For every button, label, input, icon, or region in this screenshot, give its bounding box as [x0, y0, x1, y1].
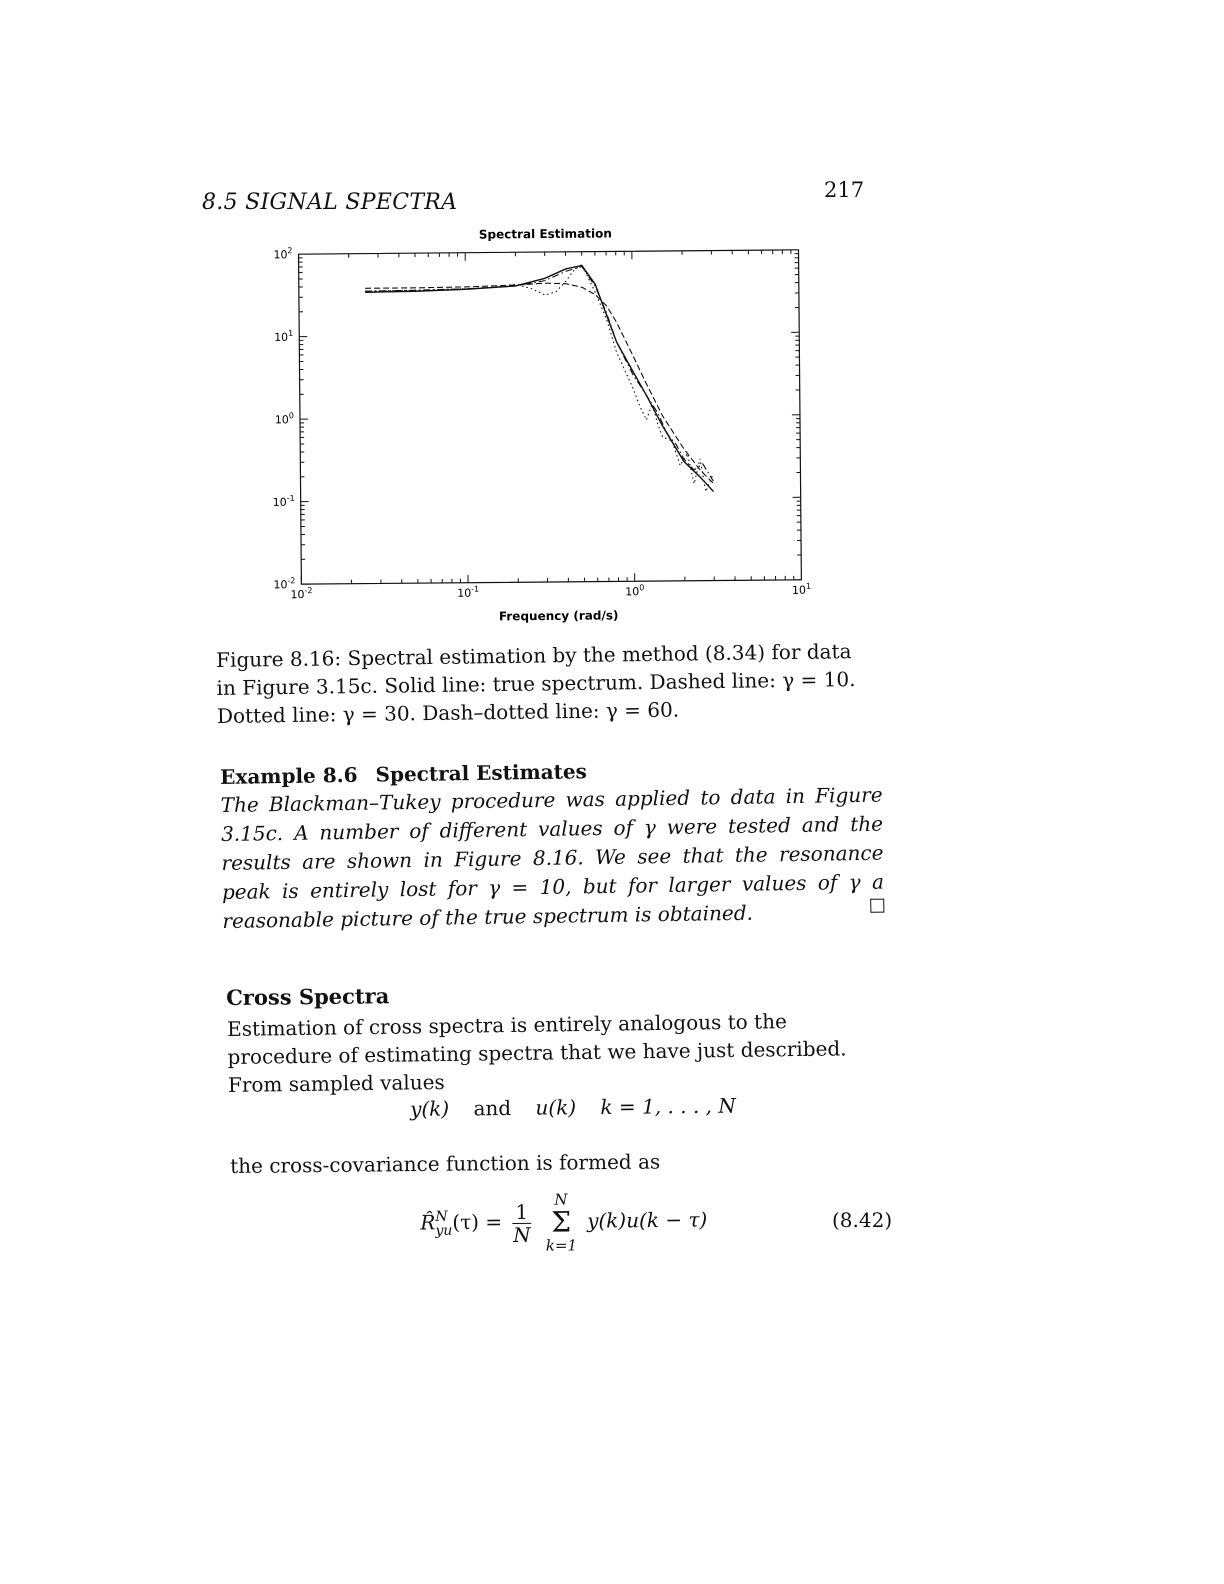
eq-sum: [545, 1190, 577, 1254]
section-heading: Cross Spectra: [226, 983, 390, 1010]
series-dotted-line: [365, 263, 714, 494]
y-tick-label: $10^1$: [274, 328, 294, 344]
x-tick-label: $10^{-1}$: [457, 584, 480, 600]
eq-and: and: [473, 1095, 512, 1121]
eq-frac-num: 1: [512, 1200, 531, 1223]
eq-summand: y(k)u(k − τ): [586, 1207, 708, 1233]
y-tick-label: $10^0$: [274, 411, 294, 427]
cross-spectra-paragraph: Estimation of cross spectra is entirely analogous to the procedure of estimating spectra that we have just described. From sampled values: [227, 1009, 847, 1097]
series-dashed-line: [365, 282, 713, 487]
eq-u: u(k): [535, 1095, 577, 1120]
example-text: [220, 781, 884, 936]
eq-frac-den: N: [513, 1222, 531, 1247]
qed-box-icon: [870, 899, 884, 913]
y-tick-label: $10^{-2}$: [273, 576, 296, 592]
example-body: The Blackman–Tukey procedure was applied to data in Figure 3.15c. A number of different values of γ were tested and the results are shown in Figure 8.16. We see that the resonance peak is entirely lost for γ = 10, but for larger values of γ a reasonable picture of the true spectrum is obtained.: [220, 782, 885, 933]
x-axis-label: Frequency (rad/s): [498, 608, 619, 624]
example-block: [220, 755, 885, 936]
x-tick-label: $10^{-2}$: [290, 586, 313, 602]
series-layer: [365, 263, 714, 494]
axis-ticks: [299, 250, 802, 584]
eq-lhs-sup: N: [435, 1208, 448, 1225]
y-tick-label: $10^{-1}$: [272, 493, 295, 509]
series-dash-dotted-line: [365, 265, 713, 484]
caption-text: Spectral estimation by the method (8.34) for data in Figure 3.15c. Solid line: true spectrum. Dashed line: γ = 10. Dotted line: γ = 30. Dash–dotted line: γ = 60.: [216, 639, 856, 728]
eq-sum-bot: k=1: [545, 1236, 578, 1255]
caption-label: Figure 8.16:: [216, 646, 342, 672]
spectral-chart: [262, 222, 832, 632]
figure-caption: [216, 637, 877, 730]
eq-fraction: [512, 1200, 531, 1245]
eq-lhs-sub: yu: [435, 1222, 453, 1239]
sample-values-equation: [410, 1093, 754, 1121]
eq-y: y(k): [410, 1096, 450, 1121]
series-solid-line: [365, 264, 714, 494]
example-title: Spectral Estimates: [375, 759, 588, 787]
eq-range: k = 1, . . . , N: [600, 1093, 736, 1120]
eq-lhs-arg: (τ) =: [452, 1209, 503, 1235]
cross-covariance-equation: [420, 1189, 708, 1256]
y-tick-label: $10^2$: [273, 246, 293, 262]
eq-sum-top: N: [554, 1190, 568, 1209]
sigma-symbol: Σ: [551, 1205, 572, 1239]
example-number: Example 8.6: [220, 762, 358, 789]
running-head: 8.5 SIGNAL SPECTRA: [202, 190, 458, 215]
chart-title: Spectral Estimation: [478, 226, 612, 242]
page-number: 217: [824, 178, 865, 202]
x-tick-label: $10^0$: [625, 583, 645, 599]
eq-lhs: R̂: [420, 1210, 436, 1235]
cross-covariance-sentence: the cross-covariance function is formed as: [230, 1149, 661, 1178]
x-tick-label: $10^1$: [791, 581, 812, 597]
equation-number: (8.42): [832, 1208, 893, 1232]
plot-frame: [299, 250, 802, 584]
tick-labels: [270, 242, 811, 602]
